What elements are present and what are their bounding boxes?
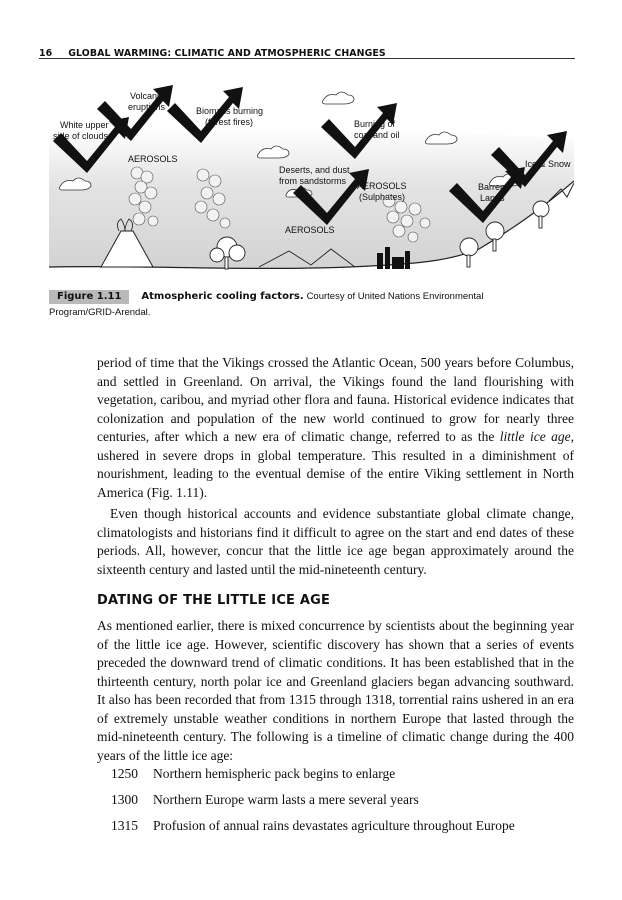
label-clouds-2: side of clouds	[53, 131, 109, 141]
figure-credit: Courtesy of United Nations Environmental	[306, 291, 484, 302]
figure-title: Atmospheric cooling factors.	[141, 291, 304, 302]
label-ice: Ice & Snow	[525, 159, 571, 169]
timeline-event: Northern hemispheric pack begins to enlarge	[153, 766, 396, 781]
label-biomass: Biomass burning	[196, 106, 264, 116]
timeline-event: Northern Europe warm lasts a mere several years	[153, 792, 419, 807]
label-barren-2: Lands	[480, 193, 505, 203]
label-coal-2: coal and oil	[354, 130, 400, 140]
figure-number: Figure 1.11	[49, 290, 129, 304]
atmospheric-cooling-figure	[49, 81, 574, 287]
timeline-item	[111, 818, 515, 844]
body-paragraph-1: period of time that the Vikings crossed the Atlantic Ocean, 500 years before Columbus, and settled in Greenland. On arrival, the Vikings found the land flourishing with vegetation, caribou, and myriad other flora and fauna. Historical evidence indicates that colonization and population of the new world continued to grow for nearly three centuries, after which a new era of climatic change, referred to as the little ice age, ushered in severe drops in global temperature. This resulted in a diminishment of nourishment, leading to the eventual demise of the entire Viking settlement in North America (Fig. 1.11).	[97, 355, 574, 500]
timeline-event: Profusion of annual rains devastates agriculture throughout Europe	[153, 818, 515, 833]
label-deserts-2: from sandstorms	[279, 176, 347, 186]
body-paragraph-2: Even though historical accounts and evidence substantiate global climate change, climatologists and historians find it difficult to agree on the start and end dates of these periods. All, however, concur that the little ice age began approximately around the sixteenth century and lasted until the mid-nineteenth century.	[97, 506, 574, 577]
label-clouds: White upper	[60, 120, 109, 130]
timeline-list	[111, 766, 515, 844]
timeline-year: 1250	[111, 766, 138, 781]
body-paragraph-3: As mentioned earlier, there is mixed concurrence by scientists about the beginning year of the little ice age. However, scientific discovery has shown that a series of events preceded the downward trend of climatic conditions. It has been established that in the thirteenth century, north polar ice and Greenland glaciers began advancing southward. It also has been recorded that from 1315 through 1318, torrential rains ushered in an era of extremely unstable weather conditions in northern Europe that lasted through the mid-nineteenth century. The following is a timeline of climatic change during the 400 years of the little ice age:	[97, 618, 574, 763]
header-rule	[39, 58, 575, 59]
label-volcanic-2: eruptions	[128, 102, 166, 112]
label-volcanic: Volcanic	[130, 91, 164, 101]
label-biomass-2: (forest fires)	[205, 117, 254, 127]
figure-caption	[49, 289, 574, 320]
label-aerosols-left: AEROSOLS	[128, 154, 178, 164]
italic-term: little ice age,	[499, 429, 574, 444]
timeline-year: 1300	[111, 792, 138, 807]
label-deserts: Deserts, and dust	[279, 165, 350, 175]
label-barren: Barren	[478, 182, 506, 192]
section-heading: DATING OF THE LITTLE ICE AGE	[97, 593, 331, 608]
running-header	[39, 43, 574, 59]
timeline-item	[111, 792, 515, 818]
label-sulphates-2: (Sulphates)	[359, 192, 406, 202]
label-coal: Burning of	[354, 119, 396, 129]
running-title: GLOBAL WARMING: CLIMATIC AND ATMOSPHERIC CHANGES	[68, 48, 386, 59]
page-number: 16	[39, 48, 53, 59]
figure-credit-2: Program/GRID-Arendal.	[49, 307, 151, 318]
label-sulphates: AEROSOLS	[357, 181, 407, 191]
timeline-item	[111, 766, 515, 792]
timeline-year: 1315	[111, 818, 138, 833]
label-aerosols-bottom: AEROSOLS	[285, 225, 335, 235]
